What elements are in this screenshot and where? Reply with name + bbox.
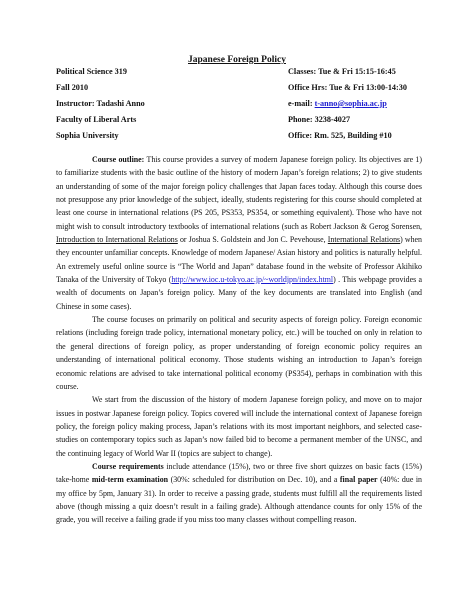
course-outline-heading: Course outline: <box>92 155 145 164</box>
course-outline-paragraph <box>56 153 422 313</box>
email-line <box>288 96 407 112</box>
world-and-japan-link[interactable]: http://www.ioc.u-tokyo.ac.jp/~worldjpn/index.html <box>171 275 334 285</box>
course-number: Political Science 319 <box>56 67 127 76</box>
page-title: Japanese Foreign Policy <box>188 55 286 65</box>
book-title-intro-ir: Introduction to International Relations <box>56 235 178 245</box>
course-requirements-heading: Course requirements <box>92 461 164 471</box>
requirements-text: (40%: due in my office by 5pm, January 31). In order to receive a passing grade, students must fulfill all the requirements listed above (though missing a quiz doesn’t result in a failing grade). Although attendance counts for only 15% of the grade, you will receive a failing grade if you miss too many classes without compelling reason. <box>56 475 423 525</box>
course-info-left <box>56 64 145 144</box>
book-title-ir: International Relations <box>327 235 401 245</box>
office-hours: Office Hrs: Tue & Fri 13:00-14:30 <box>288 83 407 92</box>
email-link[interactable]: t-anno@sophia.ac.jp <box>314 99 387 108</box>
syllabus-body <box>56 153 422 527</box>
term: Fall 2010 <box>56 83 89 92</box>
instructor: Instructor: Tadashi Anno <box>56 99 145 108</box>
class-times: Classes: Tue & Fri 15:15-16:45 <box>288 67 396 76</box>
outline-text: ) . This webpage provides a wealth of documents on Japan’s foreign policy. Many of the key documents are translated into English (and Chinese in some cases). <box>56 275 422 311</box>
outline-text: ) when they encounter unfamiliar concepts. Knowledge of modern Japanese/ Asian history and politics is naturally helpful. An extremely useful online source is “The World and Japan” database found in the website of Professor Akihiko Tanaka of the University of Tokyo ( <box>56 235 422 285</box>
phone: Phone: 3238-4027 <box>288 115 351 124</box>
requirements-text: include attendance (15%), two or three five short quizzes on basic facts (15%) take-home <box>56 461 423 485</box>
faculty: Faculty of Liberal Arts <box>56 115 137 124</box>
requirements-text: (30%: scheduled for distribution on Dec. 10), and a <box>168 475 340 485</box>
course-topics-paragraph: We start from the discussion of the history of modern Japanese foreign policy, and move on to major issues in postwar Japanese foreign policy. Topics covered will include the international context of Japanese foreign policy, the foreign policy making process, Japan’s relations with its most important neighbors, and selected case-studies on contemporary topics such as Japan’s now failed bid to become a permanent member of the UNSC, and the continuing legacy of World War II (topics are subject to change). <box>56 395 422 458</box>
university: Sophia University <box>56 131 119 140</box>
midterm-label: mid-term examination <box>91 475 169 485</box>
outline-text: or Joshua S. Goldstein and Jon C. Pevehouse, <box>177 235 328 245</box>
course-requirements-paragraph <box>56 460 422 527</box>
course-info-right <box>288 64 407 144</box>
email-label: e-mail: <box>288 99 315 108</box>
final-paper-label: final paper <box>339 475 378 485</box>
office-location: Office: Rm. 525, Building #10 <box>288 131 392 140</box>
course-focus-paragraph: The course focuses on primarily on political and security aspects of foreign policy. Foreign economic relations (including foreign trade policy, international monetary policy, etc.) will be touched on only in relation to the general directions of foreign policy, as proper understanding of foreign economic policy requires an understanding of international political economy. Those students wishing an introduction to Japan’s foreign economic relations are advised to take international political economy (PS354), perhaps in combination with this course. <box>56 315 422 391</box>
outline-text: This course provides a survey of modern Japanese foreign policy. Its objectives are 1) to familiarize students with the basic outline of the history of modern Japan’s foreign relations; 2) to give students an understanding of some of the major foreign policy challenges that Japan faces today. Although this course does not presuppose any prior knowledge of the subject, ideally, students registering for this course should completed at least one course in international relations (PS 205, PS353, PS354, or something equivalent). Those who have not might wish to consult introductory textbooks of international relations (such as Robert Jackson & Gerog Sorensen, <box>56 155 422 231</box>
